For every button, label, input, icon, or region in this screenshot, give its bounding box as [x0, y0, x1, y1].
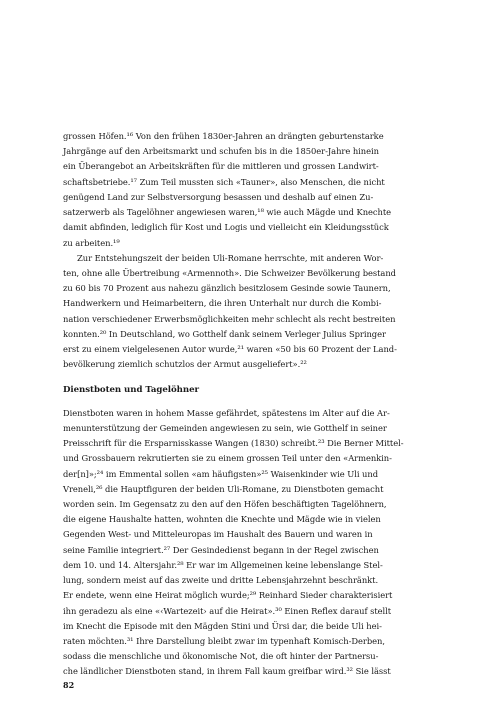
- text-line: damit abfinden, lediglich für Kost und Logis und vielleicht ein Kleidungsstück: [63, 222, 389, 233]
- text-line: zu 60 bis 70 Prozent aus nahezu gänzlich besitzlosem Gesinde sowie Taunern,: [63, 283, 391, 294]
- paragraph-2: [63, 251, 429, 373]
- text-line: grossen Höfen.¹⁶ Von den frühen 1830er-Jahren an drängten geburtenstarke: [63, 131, 384, 141]
- text-line: Preisschrift für die Ersparnisskasse Wangen (1830) schreibt.²³ Die Berner Mittel-: [63, 438, 404, 449]
- text-line: konnten.²⁰ In Deutschland, wo Gotthelf dank seinem Verleger Julius Springer: [63, 328, 386, 339]
- body-text: [63, 129, 429, 680]
- text-line: worden sein. Im Gegensatz zu den auf den Höfen beschäftigten Tagelöhnern,: [63, 499, 387, 510]
- page-number: 82: [63, 680, 75, 690]
- text-line: und Grossbauern rekrutierten sie zu einem grossen Teil unter den «Armenkin-: [63, 453, 392, 464]
- text-line: nation verschiedener Erwerbsmöglichkeiten mehr schlecht als recht bestreiten: [63, 313, 396, 324]
- text-line: der[n]»;²⁴ im Emmental sollen «am häufigsten»²⁵ Waisenkinder wie Uli und: [63, 468, 378, 479]
- text-line: satzerwerb als Tagelöhner angewiesen waren,¹⁸ wie auch Mägde und Knechte: [63, 207, 392, 218]
- text-line: Gegenden West- und Mitteleuropas im Haushalt des Bauern und waren in: [63, 529, 373, 540]
- text-line: menunterstützung der Gemeinden angewiesen zu sein, wie Gotthelf in seiner: [63, 422, 387, 433]
- text-line: Er endete, wenn eine Heirat möglich wurde;²⁹ Reinhard Sieder charakterisiert: [63, 590, 393, 601]
- text-line: Zur Entstehungszeit der beiden Uli-Romane herrschte, mit anderen Wor-: [77, 252, 384, 263]
- text-line: die eigene Haushalte hatten, wohnten die Knechte und Mägde wie in vielen: [63, 514, 381, 525]
- text-line: ein Überangebot an Arbeitskräften für die mittleren und grossen Landwirt-: [63, 161, 379, 172]
- paragraph-3: [63, 406, 429, 680]
- text-line: seine Familie integriert.²⁷ Der Gesindedienst begann in der Regel zwischen: [63, 544, 379, 555]
- text-line: Dienstboten waren in hohem Masse gefährdet, spätestens im Alter auf die Ar-: [63, 407, 390, 418]
- spacer: [63, 398, 429, 406]
- text-line: schaftsbetriebe.¹⁷ Zum Teil mussten sich «Tauner», also Menschen, die nicht: [63, 176, 385, 187]
- text-line: zu arbeiten.¹⁹: [63, 237, 120, 248]
- text-line: ihn geradezu als eine «‹Wartezeit› auf die Heirat».³⁰ Einen Reflex darauf stellt: [63, 605, 392, 616]
- text-line: im Knecht die Episode mit den Mägden Stini und Ürsi dar, die beide Uli hei-: [63, 620, 382, 631]
- text-line: lung, sondern meist auf das zweite und dritte Lebensjahrzehnt beschränkt.: [63, 575, 379, 586]
- text-line: sodass die menschliche und ökonomische Not, die oft hinter der Partnersu-: [63, 651, 379, 662]
- text-line: Vreneli,²⁶ die Hauptfiguren der beiden Uli-Romane, zu Dienstboten gemacht: [63, 483, 384, 494]
- text-line: bevölkerung ziemlich schutzlos der Armut ausgeliefert».²²: [63, 359, 307, 370]
- text-line: che ländlicher Dienstboten stand, in ihrem Fall kaum greifbar wird.³² Sie lässt: [63, 666, 391, 677]
- text-line: raten möchten.³¹ Ihre Darstellung bleibt zwar im typenhaft Komisch-Derben,: [63, 636, 385, 646]
- section-heading: Dienstboten und Tagelöhner: [63, 384, 199, 395]
- paragraph-1: [63, 129, 429, 251]
- text-line: ten, ohne alle Übertreibung «Armennoth». Die Schweizer Bevölkerung bestand: [63, 267, 396, 278]
- text-line: erst zu einem vielgelesenen Autor wurde,²¹ waren «50 bis 60 Prozent der Land-: [63, 344, 397, 355]
- text-line: dem 10. und 14. Altersjahr.²⁸ Er war im Allgemeinen keine lebenslange Stel-: [63, 559, 383, 570]
- text-line: Jahrgänge auf den Arbeitsmarkt und schufen bis in die 1850er-Jahre hinein: [63, 146, 379, 157]
- spacer: [63, 373, 429, 383]
- text-line: Handwerkern und Heimarbeitern, die ihren Unterhalt nur durch die Kombi-: [63, 298, 382, 309]
- text-line: genügend Land zur Selbstversorgung besassen und deshalb auf einen Zu-: [63, 191, 374, 202]
